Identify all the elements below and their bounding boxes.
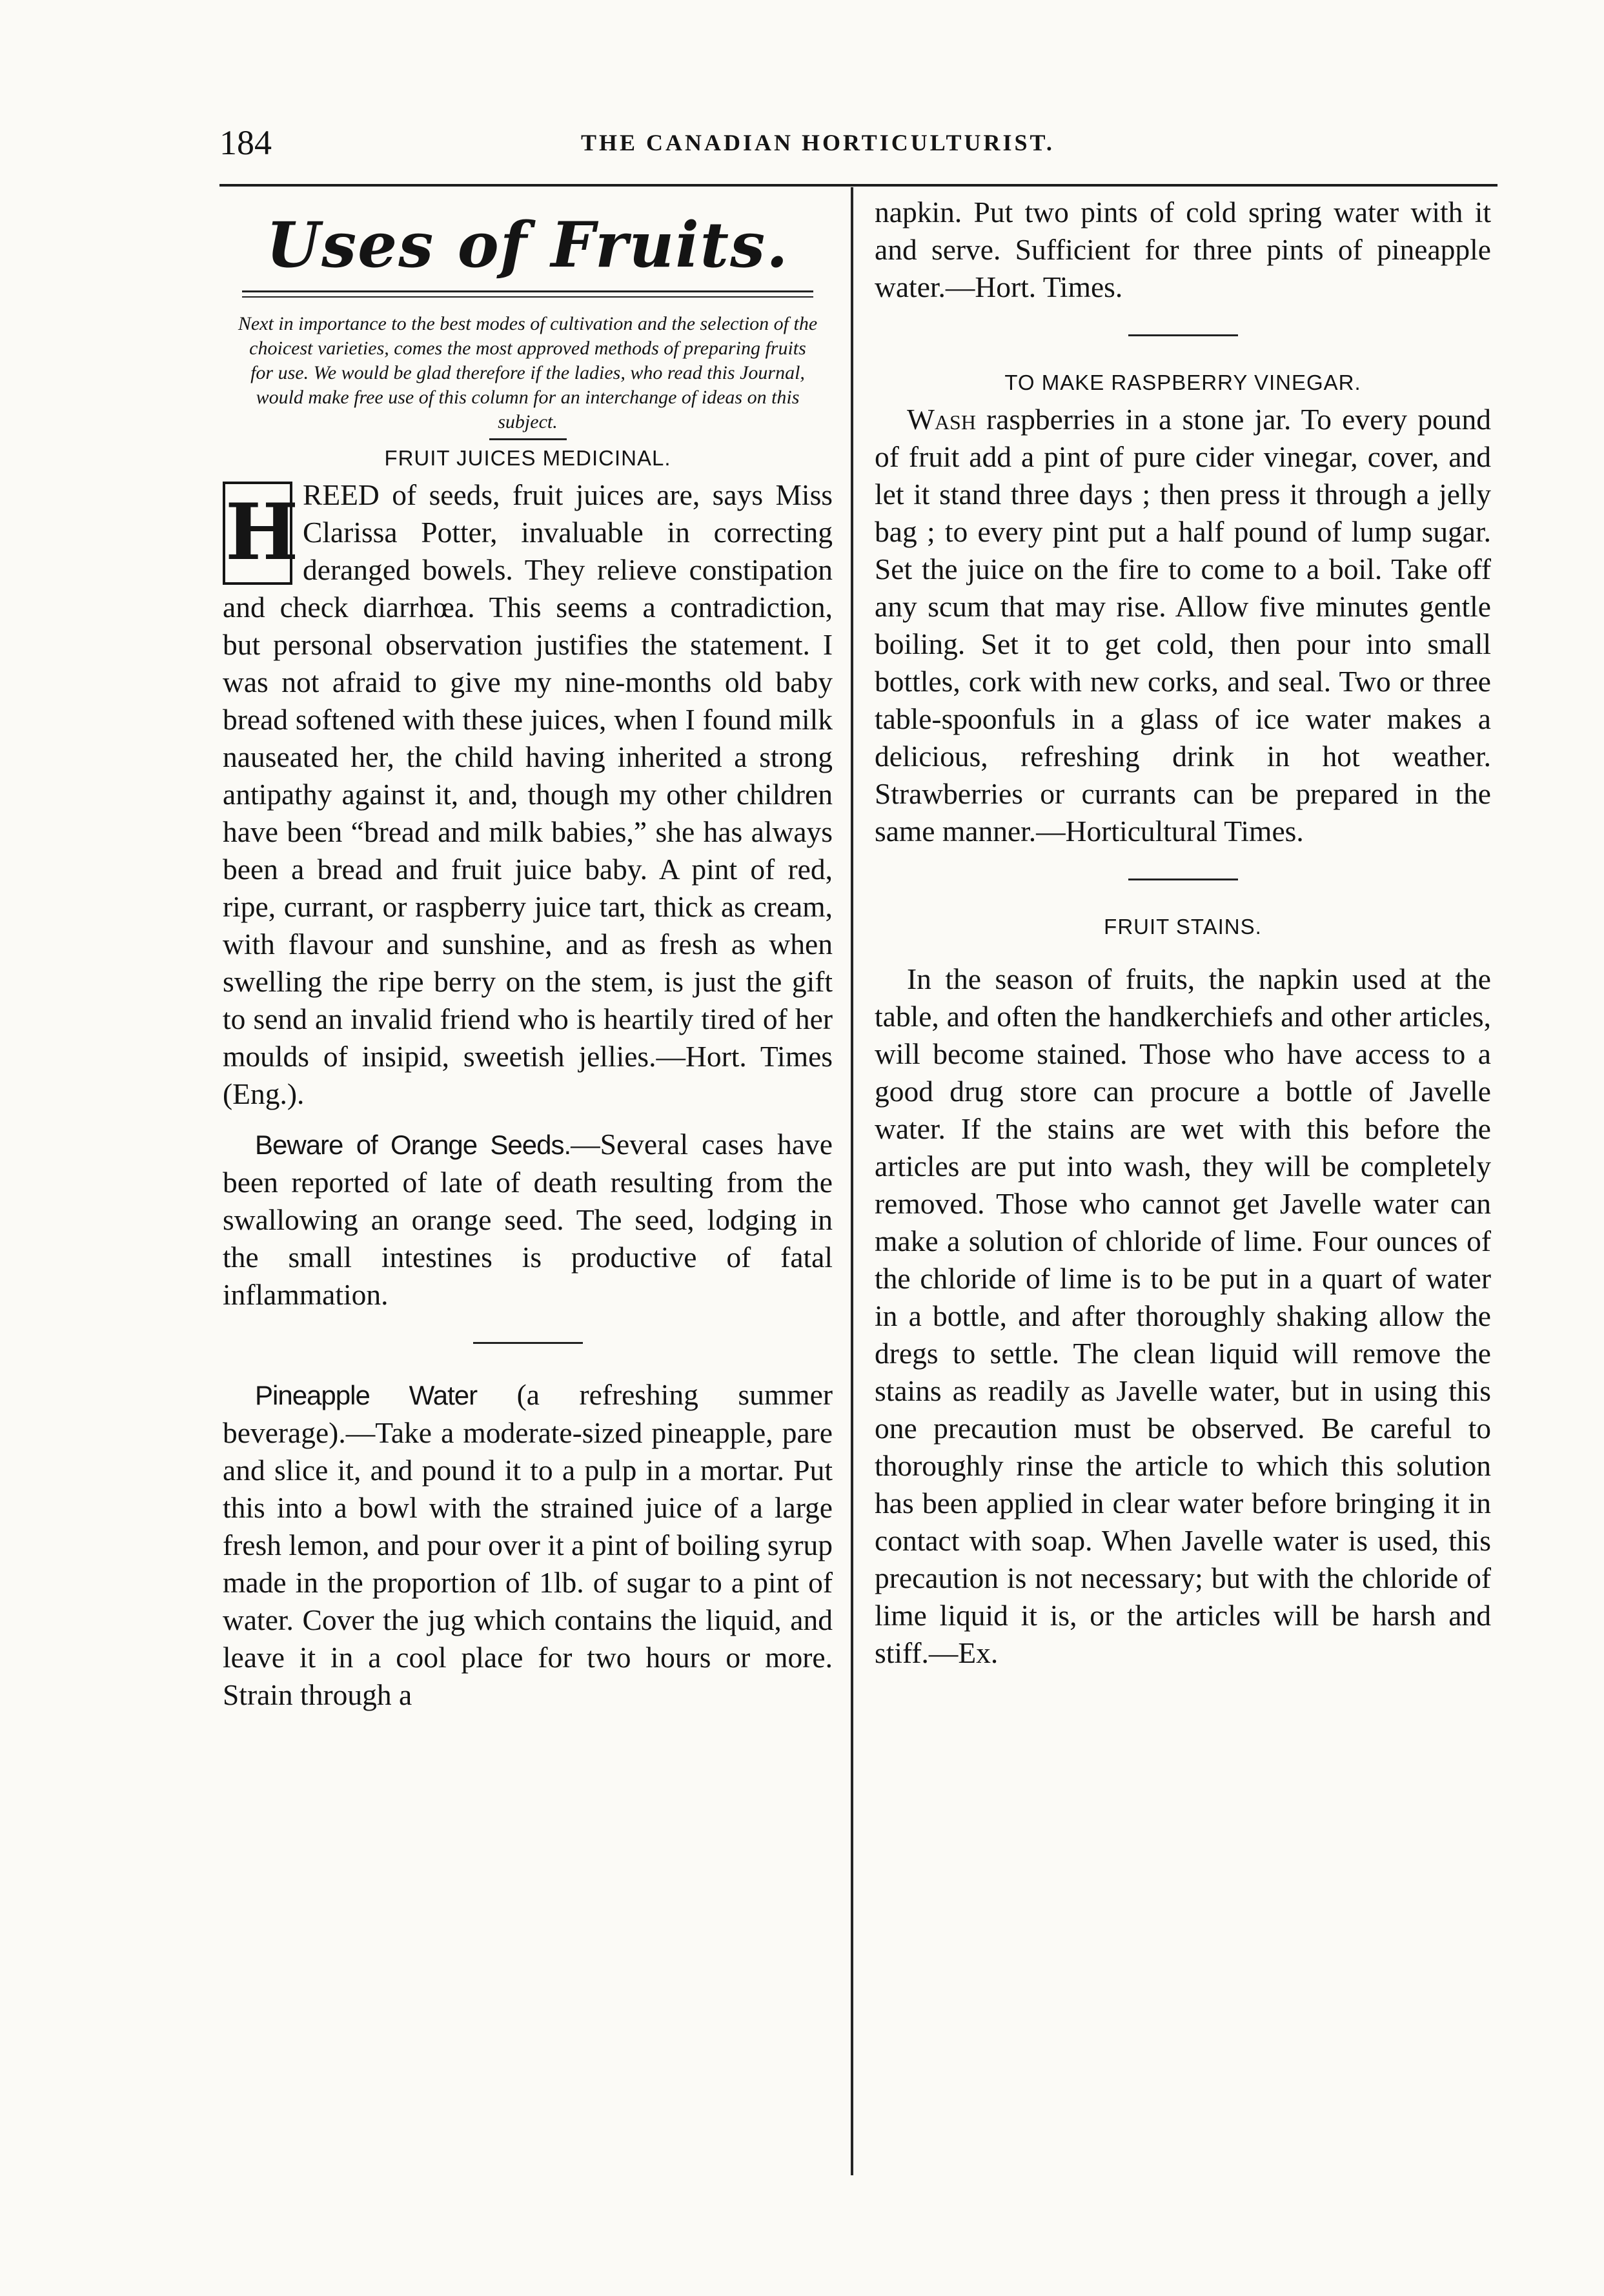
divider: [1128, 334, 1238, 336]
run-in-heading: Beware of Orange Seeds.: [255, 1130, 571, 1160]
article-fruit-stains: In the season of fruits, the napkin used at the table, and often the handkerchiefs and other articles, will become stained. Those who have access to a good drug store can procure a bottle of Javelle water. If the stains are wet with this before the articles are put into wash, they will be completely removed. Those who cannot get Javelle water can make a solution of chloride of lime. Four ounces of the chloride of lime is to be put in a quart of water in a bottle, and after thoroughly shaking allow the dregs to settle. The clean liquid will remove the stains as readily as Javelle water, but in using this one precaution must be observed. Be careful to thoroughly rinse the article to which this solution has been applied in clear water before bringing it in contact with soap. When Javelle water is used, this precaution is not necessary; but with the chloride of lime liquid it is, or the articles will be harsh and stiff.—Ex.: [875, 962, 1491, 1669]
title-rule-thin: [242, 296, 813, 298]
divider: [489, 438, 567, 440]
page-header: [219, 123, 1497, 168]
header-rule: [219, 184, 1497, 187]
right-column: [875, 194, 1491, 1672]
running-title: THE CANADIAN HORTICULTURIST.: [581, 130, 1055, 156]
title-rule: [242, 290, 813, 292]
article-fruit-juices: [223, 476, 833, 1113]
article-heading-fruit-stains: FRUIT STAINS.: [1104, 915, 1262, 939]
article-heading-fruit-juices: FRUIT JUICES MEDICINAL.: [384, 446, 671, 470]
run-in-heading: Pineapple Water: [255, 1380, 478, 1410]
article-continuation: napkin. Put two pints of cold spring water with it and serve. Sufficient for three pints of pineapple water.—Hort. Times.: [875, 196, 1491, 303]
article-raspberry-vinegar: [875, 401, 1491, 850]
article-body: (a refreshing summer beverage).—Take a moderate-sized pineapple, pare and slice it, and pound it to a pulp in a mortar. Put this into a bowl with the strained juice of a large fresh lemon, and pour over it a pint of boiling syrup made in the proportion of 1lb. of sugar to a pint of water. Cover the jug which contains the liquid, and leave it in a cool place for two hours or more. Strain through a: [223, 1378, 833, 1711]
divider: [473, 1342, 583, 1344]
article-pineapple-water: [223, 1376, 833, 1714]
article-orange-seeds: [223, 1126, 833, 1314]
drop-cap: H: [223, 482, 292, 585]
editor-note: Next in importance to the best modes of cultivation and the selection of the choicest varieties, comes the most approved methods of preparing fruits for use. We would be glad therefore if the ladies, who read this Journal, would make free use of this column for an interchange of ideas on this subject.: [238, 313, 818, 432]
article-body: —Several cases have been reported of late of death resulting from the swallowing an orange seed. The seed, lodging in the small intestines is productive of fatal inflammation.: [223, 1128, 833, 1311]
lead-word: Wash: [907, 403, 976, 436]
page-number: 184: [219, 123, 272, 162]
column-divider: [851, 187, 853, 2175]
left-column: [223, 194, 833, 1714]
divider: [1128, 879, 1238, 880]
article-body: raspberries in a stone jar. To every pound of fruit add a pint of pure cider vinegar, cover, and let it stand three days ; then press it through a jelly bag ; to every pint put a half pound of lump sugar. Set the juice on the fire to come to a boil. Take off any scum that may rise. Allow five minutes gentle boiling. Set it to get cold, then pour into small bottles, cork with new corks, and seal. Two or three table-spoonfuls in a glass of ice water makes a delicious, refreshing drink in hot weather. Strawberries or currants can be prepared in the same manner.—Horticultural Times.: [875, 403, 1491, 848]
article-heading-raspberry-vinegar: TO MAKE RASPBERRY VINEGAR.: [1004, 371, 1361, 394]
section-title: Uses of Fruits.: [266, 208, 789, 281]
article-body: REED of seeds, fruit juices are, says Miss Clarissa Potter, invaluable in correcting deranged bowels. They relieve constipation and check diarrhœa. This seems a contradiction, but personal observation justifies the statement. I was not afraid to give my nine-months old baby bread softened with these juices, when I found milk nauseated her, the child having inherited a strong antipathy against it, and, though my other children have been “bread and milk babies,” she has always been a bread and fruit juice baby. A pint of red, ripe, currant, or raspberry juice tart, thick as cream, with flavour and sunshine, and as fresh as when swelling the ripe berry on the stem, is just the gift to send an invalid friend who is heartily tired of her moulds of insipid, sweetish jellies.—Hort. Times (Eng.).: [223, 478, 833, 1110]
